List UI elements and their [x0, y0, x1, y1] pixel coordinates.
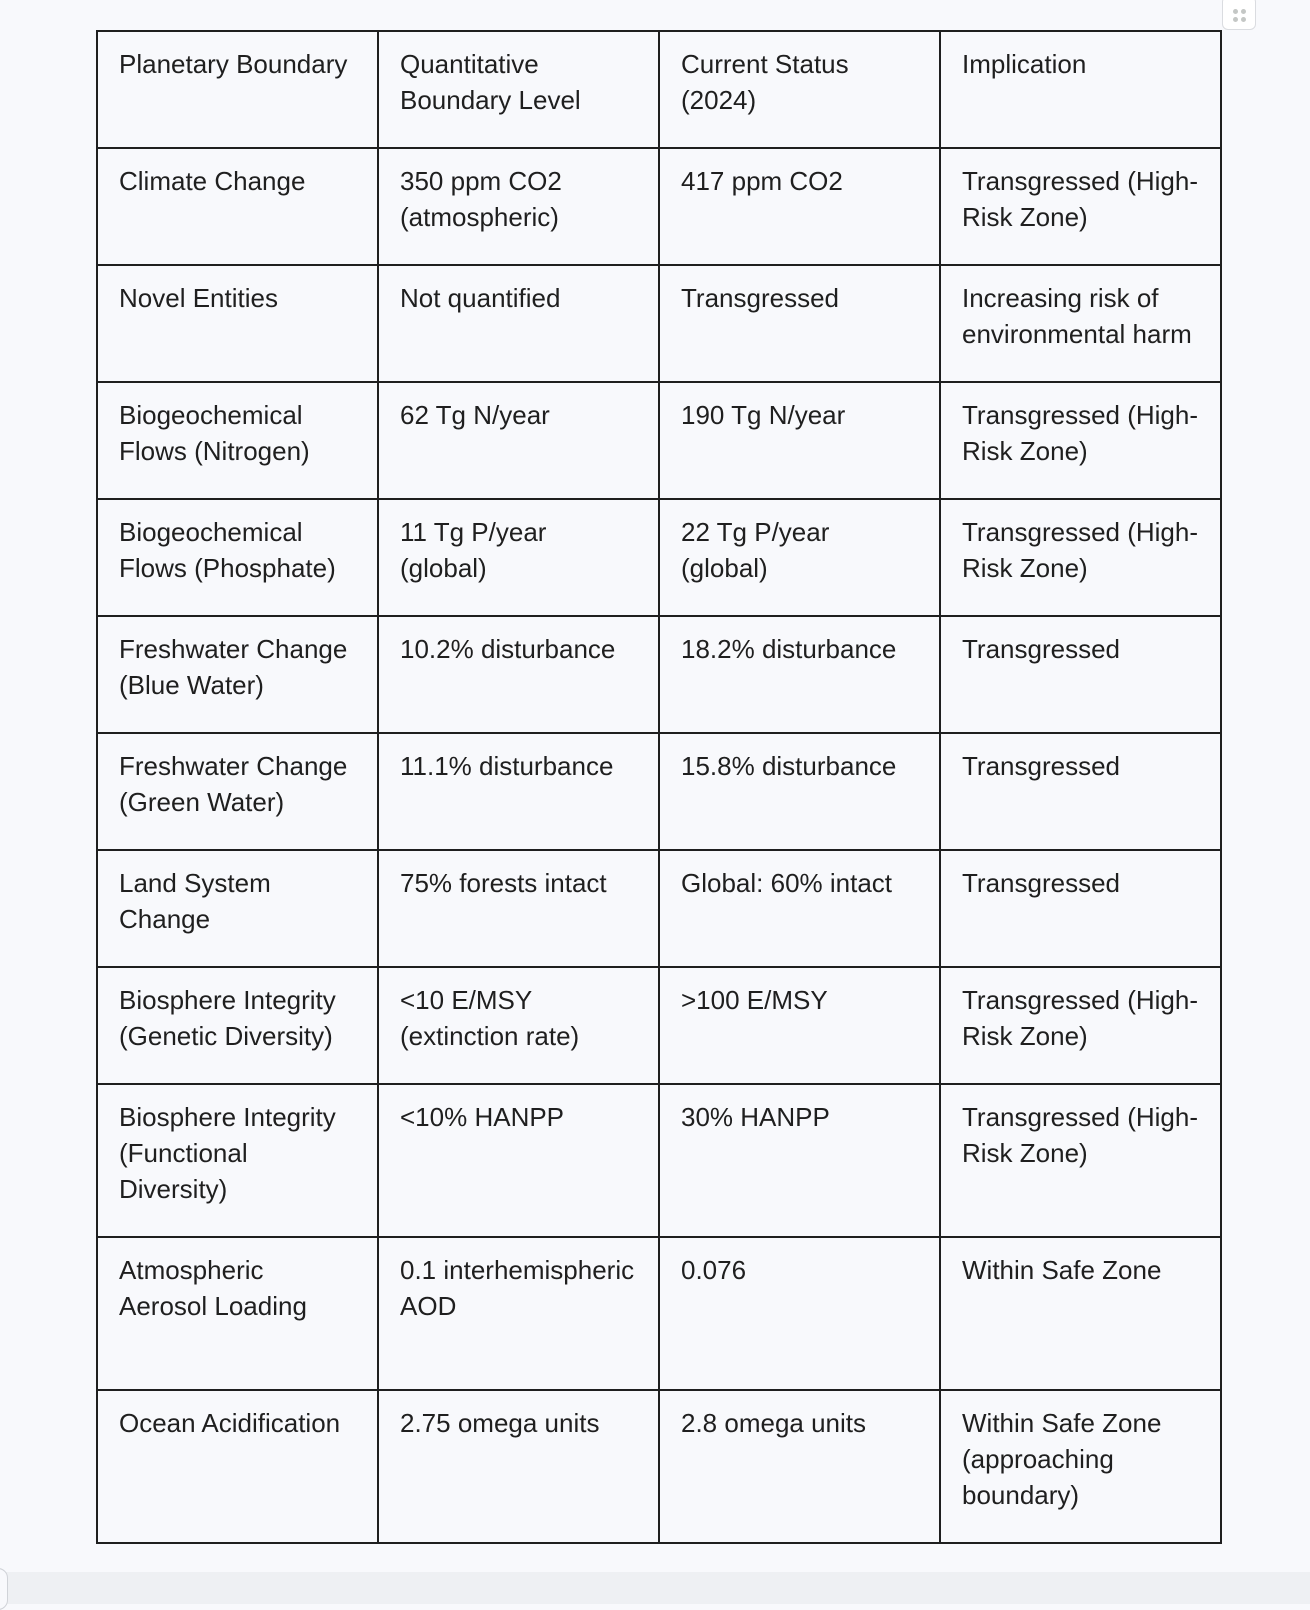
bottom-bar: [0, 1572, 1310, 1604]
cell-boundary-level: <10 E/MSY (extinction rate): [378, 967, 659, 1084]
table-row: [97, 499, 1221, 616]
cell-boundary: Freshwater Change (Green Water): [97, 733, 378, 850]
table-drag-handle[interactable]: [1222, 0, 1256, 30]
cell-implication: Transgressed (High-Risk Zone): [940, 148, 1221, 265]
drag-dot-icon: [1241, 17, 1246, 22]
cell-current-status: 22 Tg P/year (global): [659, 499, 940, 616]
cell-implication: Transgressed (High-Risk Zone): [940, 1084, 1221, 1237]
cell-current-status: 15.8% disturbance: [659, 733, 940, 850]
cell-implication: Transgressed: [940, 733, 1221, 850]
cell-implication: Within Safe Zone (approaching boundary): [940, 1390, 1221, 1543]
drag-dot-icon: [1233, 17, 1238, 22]
cell-boundary-level: 11.1% disturbance: [378, 733, 659, 850]
cell-boundary: Land System Change: [97, 850, 378, 967]
cell-boundary-level: 350 ppm CO2 (atmospheric): [378, 148, 659, 265]
table-row: [97, 1237, 1221, 1390]
cell-current-status: 18.2% disturbance: [659, 616, 940, 733]
cell-boundary: Atmospheric Aerosol Loading: [97, 1237, 378, 1390]
cell-boundary-level: 2.75 omega units: [378, 1390, 659, 1543]
table-row: [97, 148, 1221, 265]
cell-boundary-level: Not quantified: [378, 265, 659, 382]
cell-current-status: 2.8 omega units: [659, 1390, 940, 1543]
cell-boundary: Biosphere Integrity (Functional Diversity): [97, 1084, 378, 1237]
cell-boundary-level: 10.2% disturbance: [378, 616, 659, 733]
column-header-boundary-level: Quantitative Boundary Level: [378, 31, 659, 148]
cell-implication: Transgressed (High-Risk Zone): [940, 382, 1221, 499]
cell-current-status: Transgressed: [659, 265, 940, 382]
cell-current-status: 30% HANPP: [659, 1084, 940, 1237]
cell-current-status: Global: 60% intact: [659, 850, 940, 967]
cell-current-status: >100 E/MSY: [659, 967, 940, 1084]
table-row: [97, 382, 1221, 499]
drag-dot-icon: [1241, 9, 1246, 14]
cell-implication: Transgressed (High-Risk Zone): [940, 967, 1221, 1084]
cell-implication: Transgressed (High-Risk Zone): [940, 499, 1221, 616]
table-row: [97, 265, 1221, 382]
column-header-current-status: Current Status (2024): [659, 31, 940, 148]
cell-implication: Increasing risk of environmental harm: [940, 265, 1221, 382]
cell-current-status: 417 ppm CO2: [659, 148, 940, 265]
cell-implication: Within Safe Zone: [940, 1237, 1221, 1390]
cell-current-status: 190 Tg N/year: [659, 382, 940, 499]
table-row: [97, 1390, 1221, 1543]
cell-boundary-level: 0.1 interhemispheric AOD: [378, 1237, 659, 1390]
cell-boundary: Ocean Acidification: [97, 1390, 378, 1543]
table-row: [97, 733, 1221, 850]
cell-boundary: Biosphere Integrity (Genetic Diversity): [97, 967, 378, 1084]
column-header-planetary-boundary: Planetary Boundary: [97, 31, 378, 148]
cell-boundary-level: 62 Tg N/year: [378, 382, 659, 499]
cell-boundary-level: 11 Tg P/year (global): [378, 499, 659, 616]
table-row: [97, 616, 1221, 733]
cell-boundary: Freshwater Change (Blue Water): [97, 616, 378, 733]
planetary-boundaries-table: [96, 30, 1222, 1544]
column-header-implication: Implication: [940, 31, 1221, 148]
cell-boundary: Biogeochemical Flows (Nitrogen): [97, 382, 378, 499]
drag-dot-icon: [1233, 9, 1238, 14]
cell-boundary: Biogeochemical Flows (Phosphate): [97, 499, 378, 616]
table-row: [97, 850, 1221, 967]
cell-implication: Transgressed: [940, 850, 1221, 967]
cell-implication: Transgressed: [940, 616, 1221, 733]
table-header-row: [97, 31, 1221, 148]
table-row: [97, 1084, 1221, 1237]
cell-boundary-level: <10% HANPP: [378, 1084, 659, 1237]
cell-boundary-level: 75% forests intact: [378, 850, 659, 967]
cell-boundary: Novel Entities: [97, 265, 378, 382]
table-row: [97, 967, 1221, 1084]
cell-boundary: Climate Change: [97, 148, 378, 265]
cell-current-status: 0.076: [659, 1237, 940, 1390]
